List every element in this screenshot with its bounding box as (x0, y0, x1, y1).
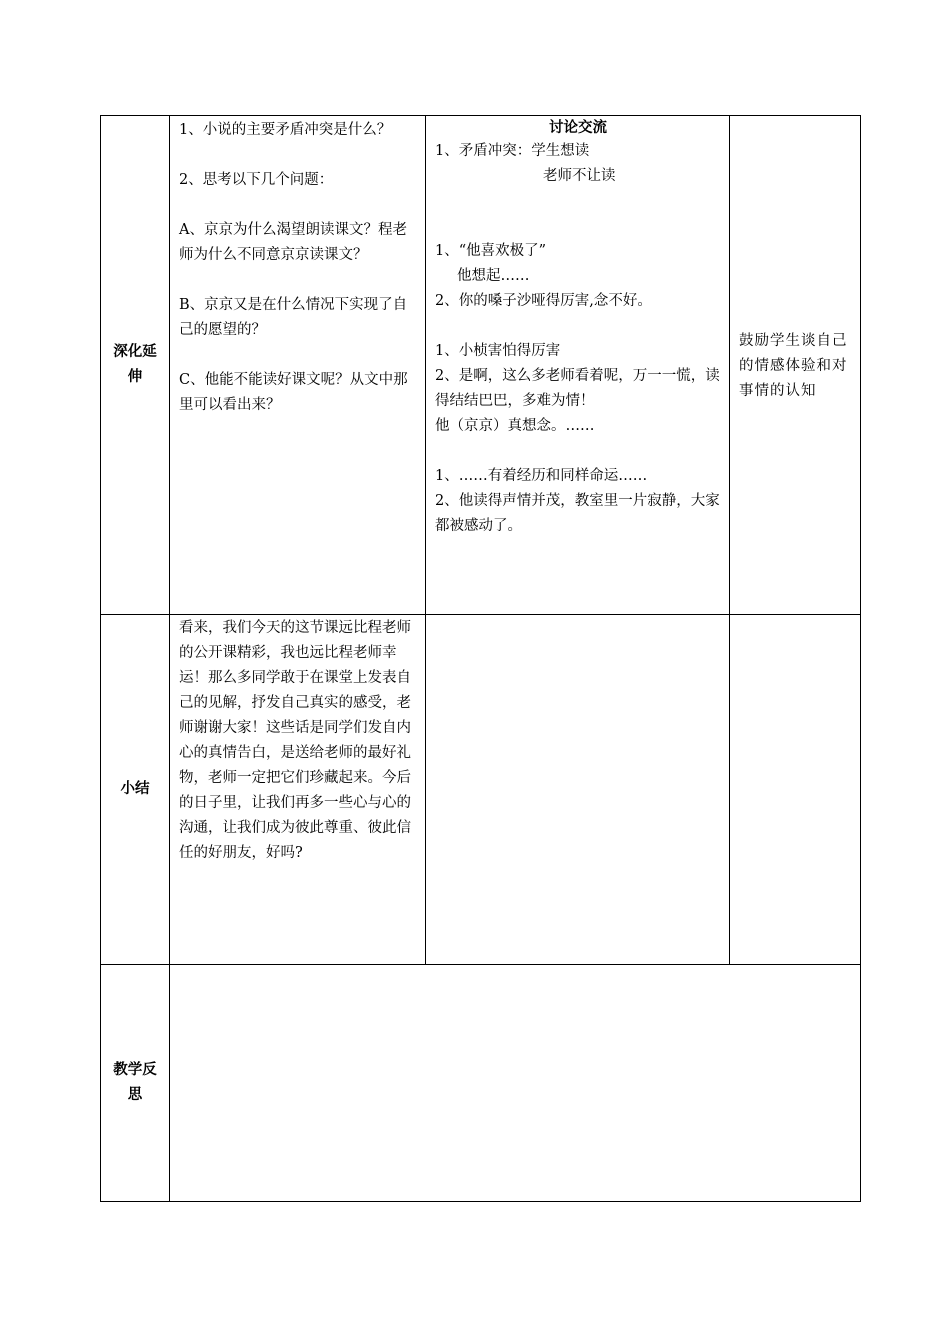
discussion-title: 讨论交流 (549, 120, 607, 136)
row-summary (101, 615, 861, 965)
answer-a-1-cont: 他想起…… (457, 268, 530, 284)
answer-a-2: 2、你的嗓子沙哑得厉害,念不好。 (435, 293, 652, 309)
row-reflection (101, 965, 861, 1202)
row-deepen (101, 116, 861, 615)
question-main: 1、小说的主要矛盾冲突是什么？ (179, 122, 392, 138)
summary-text: 看来，我们今天的这节课远比程老师的公开课精彩，我也远比程老师幸运！那么多同学敢于在课堂上发表自己的见解，抒发自己真实的感受，老师谢谢大家！这些话是同学们发自内心的真情告白，是送给老师的最好礼物，老师一定把它们珍藏起来。今后的日子里，让我们再多一些心与心的沟通，让我们成为彼此尊重、彼此信任的好朋友，好吗? (179, 620, 411, 861)
question-a: A、京京为什么渴望朗读课文？程老师为什么不同意京京读课文？ (179, 222, 407, 263)
row-label-deepen (101, 116, 170, 615)
row-label-deepen-text: 深化延伸 (113, 344, 157, 385)
summary-intent-cell (730, 615, 861, 965)
row-label-reflection-text: 教学反思 (113, 1062, 157, 1103)
answer-c-1: 1、……有着经历和同样命运…… (435, 468, 648, 484)
intent-text: 鼓励学生谈自己的情感体验和对事情的认知 (739, 332, 848, 399)
discussion-cell (426, 116, 730, 615)
answer-a-1: 1、“他喜欢极了” (435, 243, 547, 259)
questions-cell (170, 116, 426, 615)
answer-b-1: 1、小桢害怕得厉害 (435, 343, 561, 359)
question-think: 2、思考以下几个问题： (179, 172, 334, 188)
row-label-summary (101, 615, 170, 965)
question-c: C、他能不能读好课文呢？从文中那里可以看出来？ (179, 372, 408, 413)
lesson-plan-table (100, 115, 861, 1202)
summary-discussion-cell (426, 615, 730, 965)
answer-c-2: 2、他读得声情并茂，教室里一片寂静，大家都被感动了。 (435, 493, 720, 534)
summary-cell (170, 615, 426, 965)
reflection-cell (170, 965, 861, 1202)
question-b: B、京京又是在什么情况下实现了自己的愿望的？ (179, 297, 408, 338)
row-label-summary-text: 小结 (120, 781, 150, 797)
answer-b-2: 2、是啊，这么多老师看着呢，万一一慌，读得结结巴巴，多难为情！ (435, 368, 720, 409)
answer-b-3: 他（京京）真想念。…… (435, 418, 595, 434)
row-label-reflection (101, 965, 170, 1202)
intent-cell (730, 116, 861, 615)
conflict-line-1: 1、矛盾冲突：学生想读 (435, 143, 590, 159)
conflict-line-2: 老师不让读 (543, 168, 616, 184)
